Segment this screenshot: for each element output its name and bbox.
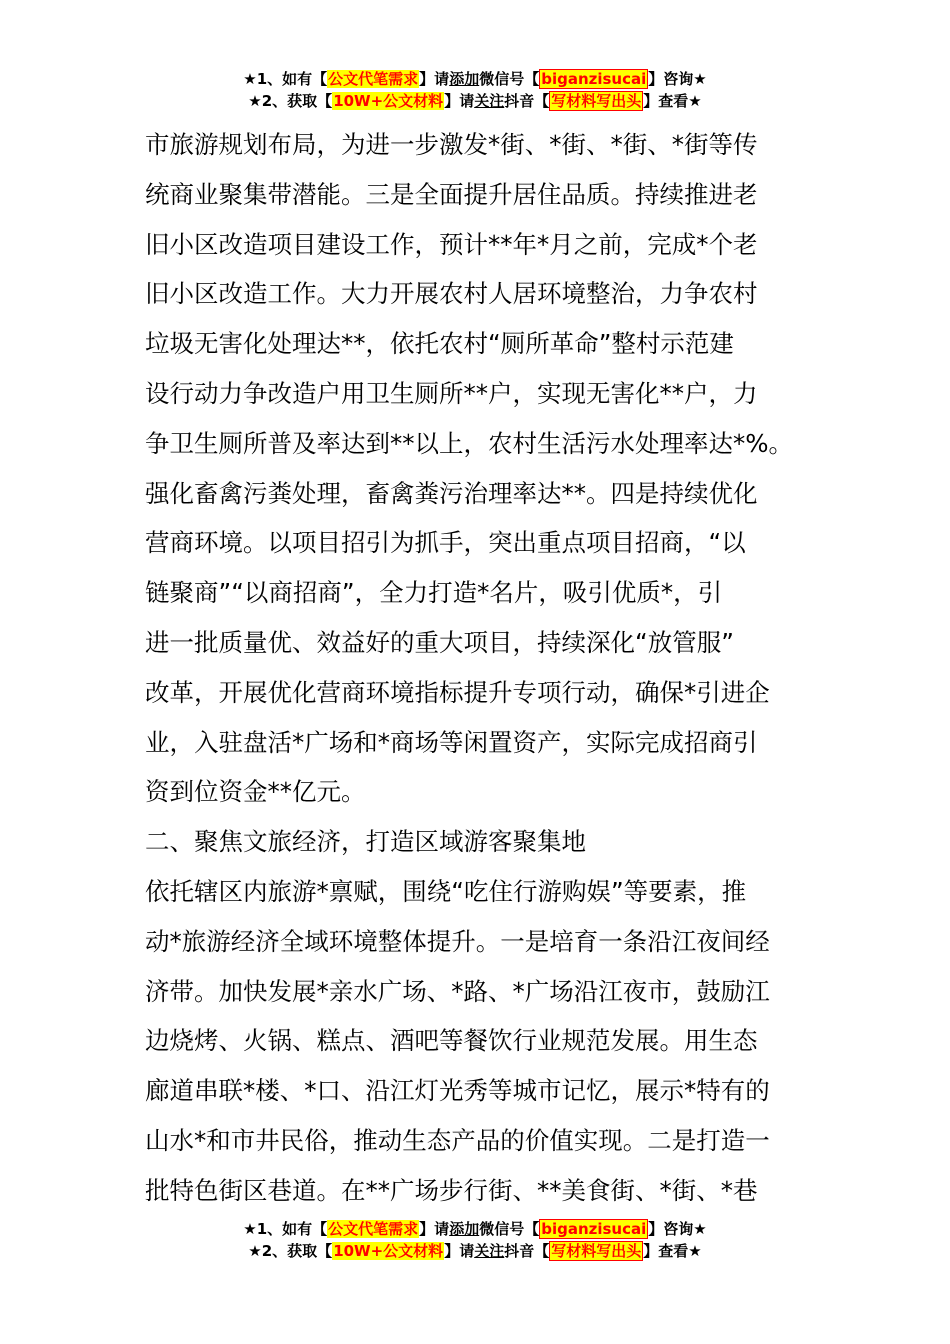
banner-text: 抖音【 — [504, 92, 550, 110]
highlight-douyin-account: 写材料写出头 — [551, 92, 642, 110]
body-line: 边烧烤、火锅、糕点、酒吧等餐饮行业规范发展。用生态 — [145, 1026, 758, 1056]
banner-text: 】请 — [444, 1242, 475, 1260]
highlight-wechat-id: biganzisucai — [541, 1220, 647, 1238]
body-line: 批特色街区巷道。在**广场步行街、**美食街、*街、*巷 — [145, 1175, 758, 1205]
banner-text: 】查看★ — [643, 92, 702, 110]
body-line: 业，入驻盘活*广场和*商场等闲置资产，实际完成招商引 — [145, 727, 758, 757]
banner-text: 】请 — [419, 1220, 450, 1238]
body-line: 济带。加快发展*亲水广场、*路、*广场沿江夜市，鼓励江 — [145, 976, 770, 1006]
banner-line-2 — [0, 90, 950, 112]
highlight-service: 公文代笔需求 — [328, 70, 419, 88]
highlight-materials: 10W+公文材料 — [333, 1242, 444, 1260]
body-line: 资到位资金**亿元。 — [145, 777, 366, 807]
banner-text: 】请 — [444, 92, 475, 110]
body-line: 动*旅游经济全域环境整体提升。一是培育一条沿江夜间经 — [145, 926, 770, 956]
banner-line-2 — [0, 1240, 950, 1262]
banner-text: ★1、如有【 — [243, 1220, 328, 1238]
highlight-wechat-id: biganzisucai — [541, 70, 647, 88]
body-line: 链聚商”“以商招商”，全力打造*名片，吸引优质*，引 — [145, 578, 723, 608]
banner-text: 微信号【 — [479, 1220, 540, 1238]
body-line: 旧小区改造工作。大力开展农村人居环境整治，力争农村 — [145, 279, 758, 309]
body-line: 强化畜禽污粪处理，畜禽粪污治理率达**。四是持续优化 — [145, 478, 758, 508]
body-line: 垃圾无害化处理达**，依托农村“厕所革命”整村示范建 — [145, 329, 734, 359]
section-heading: 二、聚焦文旅经济，打造区域游客聚集地 — [145, 827, 586, 857]
banner-line-1 — [0, 1218, 950, 1240]
banner-text: ★1、如有【 — [243, 70, 328, 88]
banner-text: ★2、获取【 — [248, 92, 333, 110]
banner-text: 】请 — [419, 70, 450, 88]
body-line: 改革，开展优化营商环境指标提升专项行动，确保*引进企 — [145, 677, 770, 707]
body-line: 山水*和市井民俗，推动生态产品的价值实现。二是打造一 — [145, 1125, 770, 1155]
banner-text: 】咨询★ — [648, 1220, 707, 1238]
highlight-service: 公文代笔需求 — [328, 1220, 419, 1238]
body-line: 廊道串联*楼、*口、沿江灯光秀等城市记忆，展示*特有的 — [145, 1076, 770, 1106]
banner-text: ★2、获取【 — [248, 1242, 333, 1260]
highlight-douyin-account: 写材料写出头 — [551, 1242, 642, 1260]
banner-text: 】咨询★ — [648, 70, 707, 88]
banner-underlined-text: 添加 — [449, 70, 480, 88]
banner-underlined-text: 关注 — [474, 1242, 505, 1260]
body-line: 进一批质量优、效益好的重大项目，持续深化“放管服” — [145, 627, 734, 657]
body-text — [145, 120, 825, 1216]
body-line: 统商业聚集带潜能。三是全面提升居住品质。持续推进老 — [145, 179, 758, 209]
header-banner — [0, 68, 950, 112]
banner-text: 微信号【 — [479, 70, 540, 88]
body-line: 市旅游规划布局，为进一步激发*街、*街、*街、*街等传 — [145, 130, 758, 159]
footer-banner — [0, 1218, 950, 1262]
body-line: 设行动力争改造户用卫生厕所**户，实现无害化**户，力 — [145, 378, 758, 408]
body-line: 营商环境。以项目招引为抓手，突出重点项目招商，“以 — [145, 528, 746, 558]
body-line: 争卫生厕所普及率达到**以上，农村生活污水处理率达*%。 — [145, 428, 794, 458]
banner-underlined-text: 关注 — [474, 92, 505, 110]
body-line: 依托辖区内旅游*禀赋，围绕“吃住行游购娱”等要素，推 — [145, 876, 747, 906]
body-line: 旧小区改造项目建设工作，预计**年*月之前，完成*个老 — [145, 229, 758, 259]
banner-line-1 — [0, 68, 950, 90]
banner-text: 】查看★ — [643, 1242, 702, 1260]
banner-text: 抖音【 — [504, 1242, 550, 1260]
banner-underlined-text: 添加 — [449, 1220, 480, 1238]
highlight-materials: 10W+公文材料 — [333, 92, 444, 110]
